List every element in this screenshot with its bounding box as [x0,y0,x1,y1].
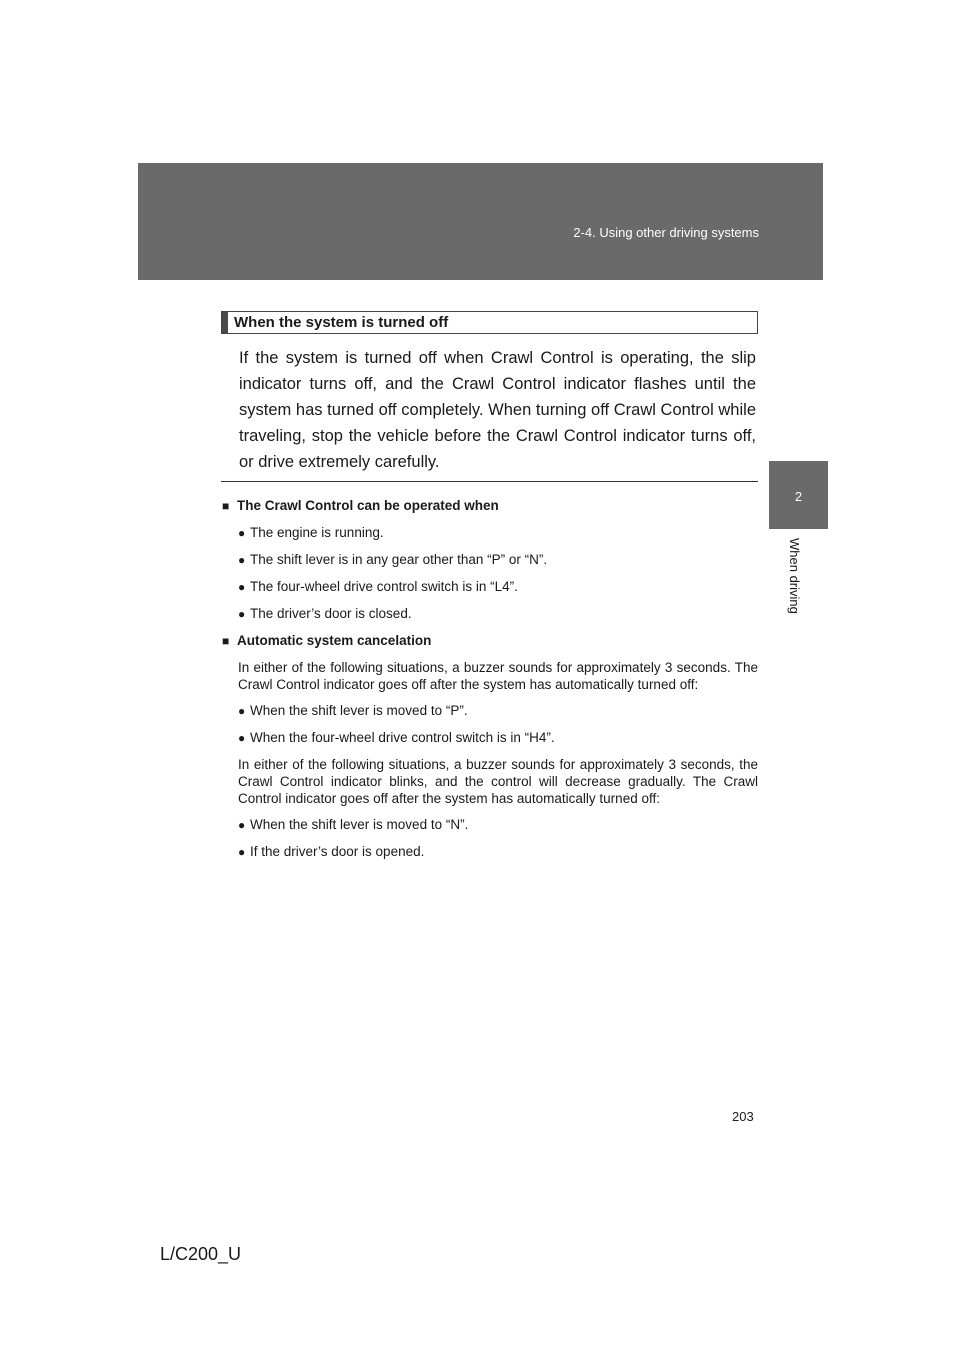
chapter-tab [769,461,828,529]
bullet-icon: ● [238,553,246,567]
list-item [238,551,758,569]
chapter-label: When driving [787,538,802,614]
list-item-text: When the shift lever is moved to “P”. [250,703,468,718]
note-heading-text: Automatic system cancelation [237,633,432,648]
note-paragraph: In either of the following situations, a buzzer sounds for approximately 3 seconds, the Crawl Control indicator blinks, and the control will decrease gradually. The Crawl Control indicator goes off after the system has automatically turned off: [238,757,758,806]
note-heading-operated [222,497,758,515]
list-item [238,605,758,623]
square-bullet-icon: ■ [222,499,230,513]
bullet-icon: ● [238,704,246,718]
list-item [238,524,758,542]
note-heading-cancelation [222,632,758,650]
note-heading-text: The Crawl Control can be operated when [237,498,499,513]
list-item-text: When the four-wheel drive control switch is in “H4”. [250,730,555,745]
header-band [138,163,823,280]
chapter-number: 2 [794,489,803,504]
list-item-text: The engine is running. [250,525,384,540]
section-heading-box [221,311,758,334]
list-item [238,816,758,834]
bullet-icon: ● [238,845,246,859]
bullet-icon: ● [238,607,246,621]
divider [221,481,758,482]
list-item-text: The four-wheel drive control switch is in “L4”. [250,579,518,594]
model-code: L/C200_U [160,1244,242,1264]
bullet-icon: ● [238,526,246,540]
page-number: 203 [732,1109,754,1124]
list-item-text: When the shift lever is moved to “N”. [250,817,469,832]
heading-bar [222,312,228,333]
section-heading: When the system is turned off [234,314,449,331]
list-item [238,729,758,747]
bullet-icon: ● [238,731,246,745]
bullet-icon: ● [238,818,246,832]
note-paragraph: In either of the following situations, a buzzer sounds for approximately 3 seconds. The Crawl Control indicator goes off after the system has automatically turned off: [238,660,758,692]
list-item [238,702,758,720]
list-item-text: The driver’s door is closed. [250,606,412,621]
notes-section [222,497,758,870]
list-item [238,578,758,596]
list-item-text: If the driver’s door is opened. [250,844,425,859]
square-bullet-icon: ■ [222,634,230,648]
list-item [238,843,758,861]
bullet-icon: ● [238,580,246,594]
list-item-text: The shift lever is in any gear other than “P” or “N”. [250,552,548,567]
intro-paragraph: If the system is turned off when Crawl Control is operating, the slip indicator turns off, and the Crawl Control indicator flashes until the system has turned off completely. When turning off Crawl Control while traveling, stop the vehicle before the Crawl Control indicator turns off, or drive extremely carefully. [239,349,756,471]
section-title: 2-4. Using other driving systems [573,225,759,240]
